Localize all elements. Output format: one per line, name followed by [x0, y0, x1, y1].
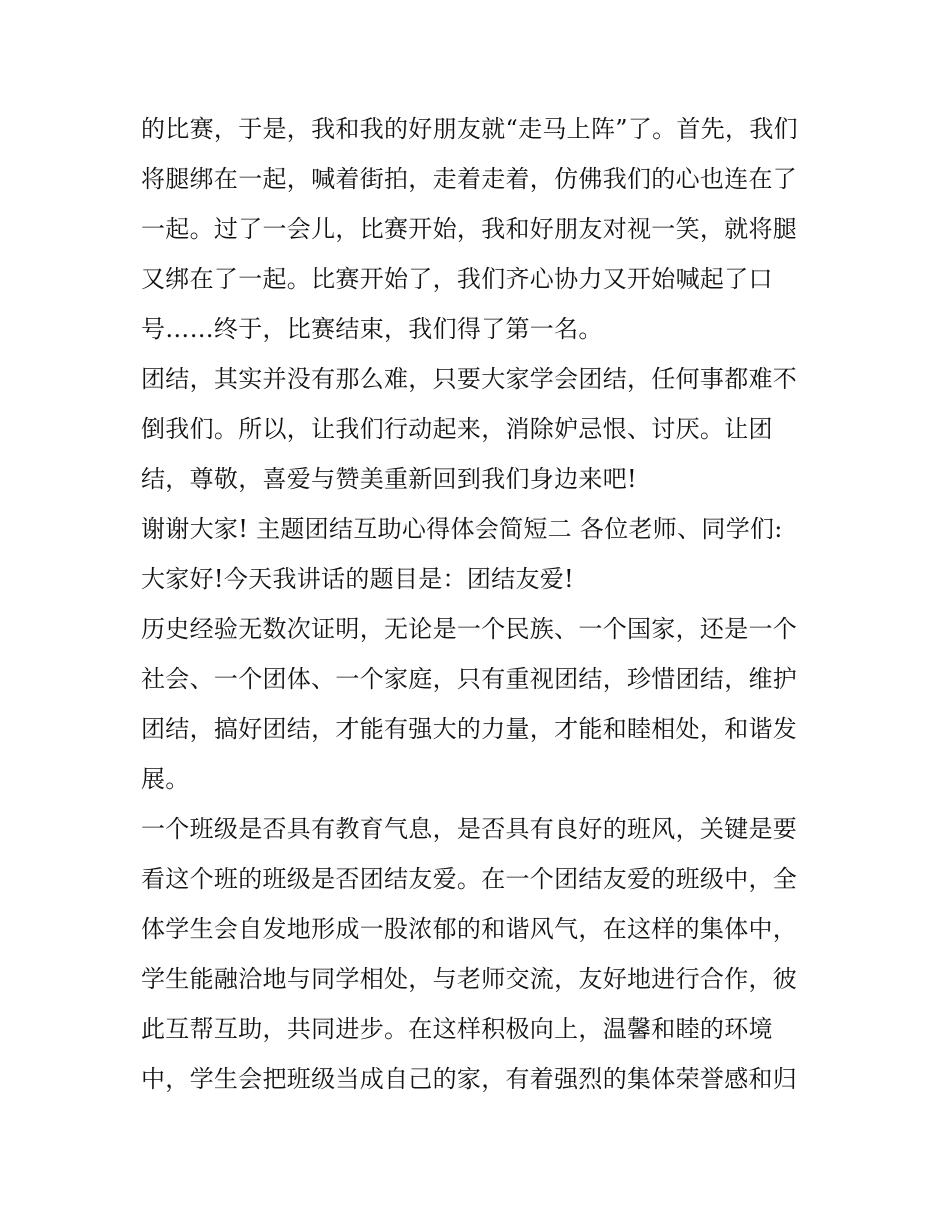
text-line: 一个班级是否具有教育气息，是否具有良好的班风，关键是要	[141, 815, 798, 843]
text-line: 一起。过了一会儿，比赛开始，我和好朋友对视一笑，就将腿	[141, 215, 798, 243]
text-line: 倒我们。所以，让我们行动起来，消除妒忌恨、讨厌。让团	[141, 415, 773, 443]
text-line: 结，尊敬，喜爱与赞美重新回到我们身边来吧!	[141, 465, 637, 493]
text-line: 看这个班的班级是否团结友爱。在一个团结友爱的班级中，全	[141, 865, 798, 893]
text-line: 团结，搞好团结，才能有强大的力量，才能和睦相处，和谐发	[141, 715, 798, 743]
text-line: 又绑在了一起。比赛开始了，我们齐心协力又开始喊起了口	[141, 265, 773, 293]
text-line: 此互帮互助，共同进步。在这样积极向上，温馨和睦的环境	[141, 1015, 773, 1043]
text-line: 团结，其实并没有那么难，只要大家学会团结，任何事都难不	[141, 365, 798, 393]
text-line: 展。	[141, 765, 190, 793]
text-line: 社会、一个团体、一个家庭，只有重视团结，珍惜团结，维护	[141, 665, 798, 693]
text-line: 体学生会自发地形成一股浓郁的和谐风气，在这样的集体中，	[141, 915, 798, 943]
text-line: 学生能融洽地与同学相处，与老师交流，友好地进行合作，彼	[141, 965, 798, 993]
text-line: 中，学生会把班级当成自己的家，有着强烈的集体荣誉感和归	[141, 1065, 798, 1093]
text-line: 号……终于，比赛结束，我们得了第一名。	[141, 315, 603, 343]
text-line: 的比赛，于是，我和我的好朋友就“走马上阵”了。首先，我们	[141, 115, 798, 143]
text-line: 历史经验无数次证明，无论是一个民族、一个国家，还是一个	[141, 615, 798, 643]
text-line: 谢谢大家! 主题团结互助心得体会简短二 各位老师、同学们:	[141, 515, 783, 543]
text-line: 将腿绑在一起，喊着街拍，走着走着，仿佛我们的心也连在了	[141, 165, 798, 193]
text-line: 大家好!今天我讲话的题目是：团结友爱!	[141, 565, 574, 593]
